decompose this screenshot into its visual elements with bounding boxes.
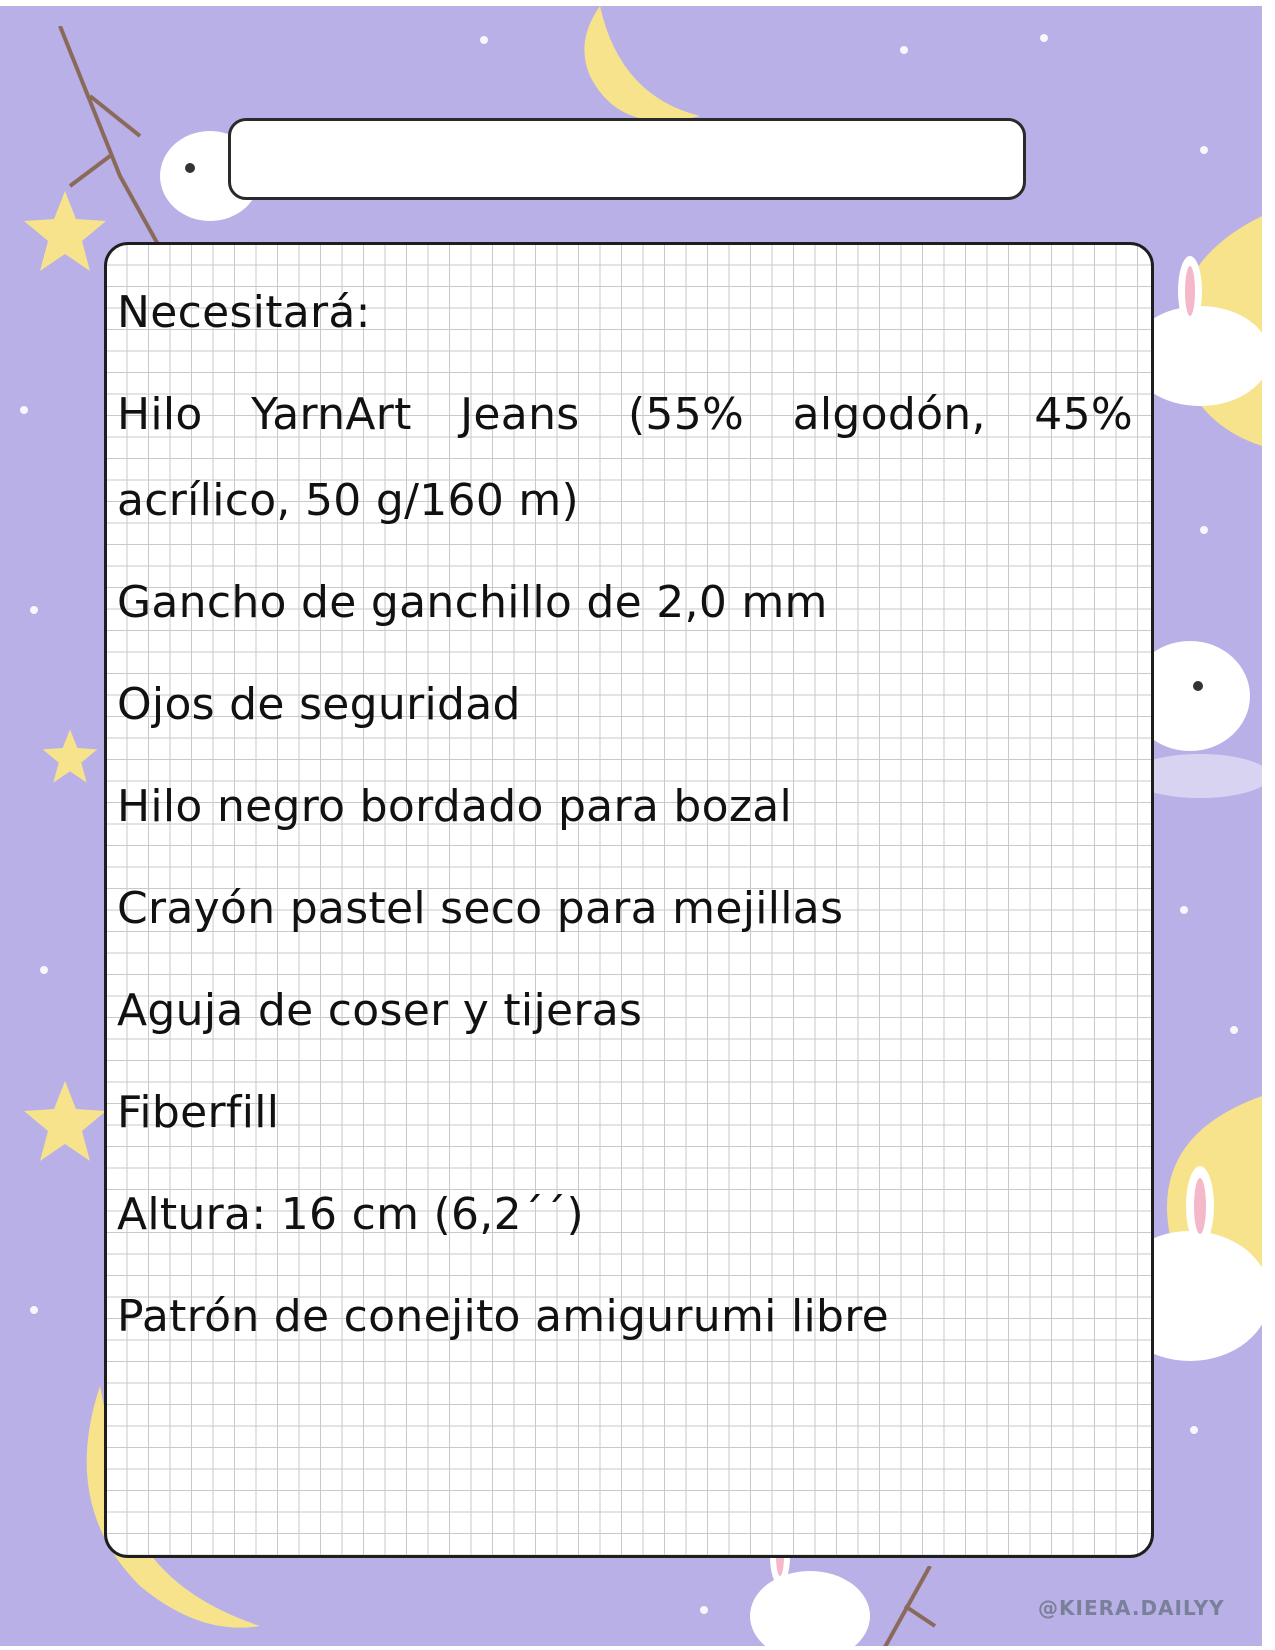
list-item: Hilo negro bordado para bozal	[117, 781, 793, 832]
list-item: Altura: 16 cm (6,2´´)	[117, 1189, 584, 1240]
star-icon	[20, 1076, 110, 1166]
title-box	[228, 118, 1026, 200]
yarn-word: Hilo	[117, 389, 203, 440]
list-heading: Necesitará:	[117, 287, 371, 338]
yarn-word: (55%	[627, 389, 745, 440]
star-icon	[40, 726, 100, 786]
list-item-yarn-cont: acrílico, 50 g/160 m)	[117, 475, 580, 526]
list-item: Aguja de coser y tijeras	[117, 985, 643, 1036]
list-item: Ojos de seguridad	[117, 679, 521, 730]
moon-icon	[560, 6, 710, 136]
grid-paper	[104, 242, 1154, 1558]
list-item: Fiberfill	[117, 1087, 280, 1138]
list-item: Gancho de ganchillo de 2,0 mm	[117, 577, 828, 628]
yarn-word: 45%	[1034, 389, 1133, 440]
branch-icon	[860, 1566, 940, 1646]
list-item: Patrón de conejito amigurumi libre	[117, 1291, 890, 1342]
watermark: @KIERA.DAILYY	[1038, 1596, 1225, 1620]
list-item-yarn	[117, 389, 1133, 440]
star-icon	[20, 186, 110, 276]
list-item: Crayón pastel seco para mejillas	[117, 883, 844, 934]
yarn-word: Jeans	[460, 389, 580, 440]
yarn-word: algodón,	[792, 389, 986, 440]
yarn-word: YarnArt	[251, 389, 412, 440]
